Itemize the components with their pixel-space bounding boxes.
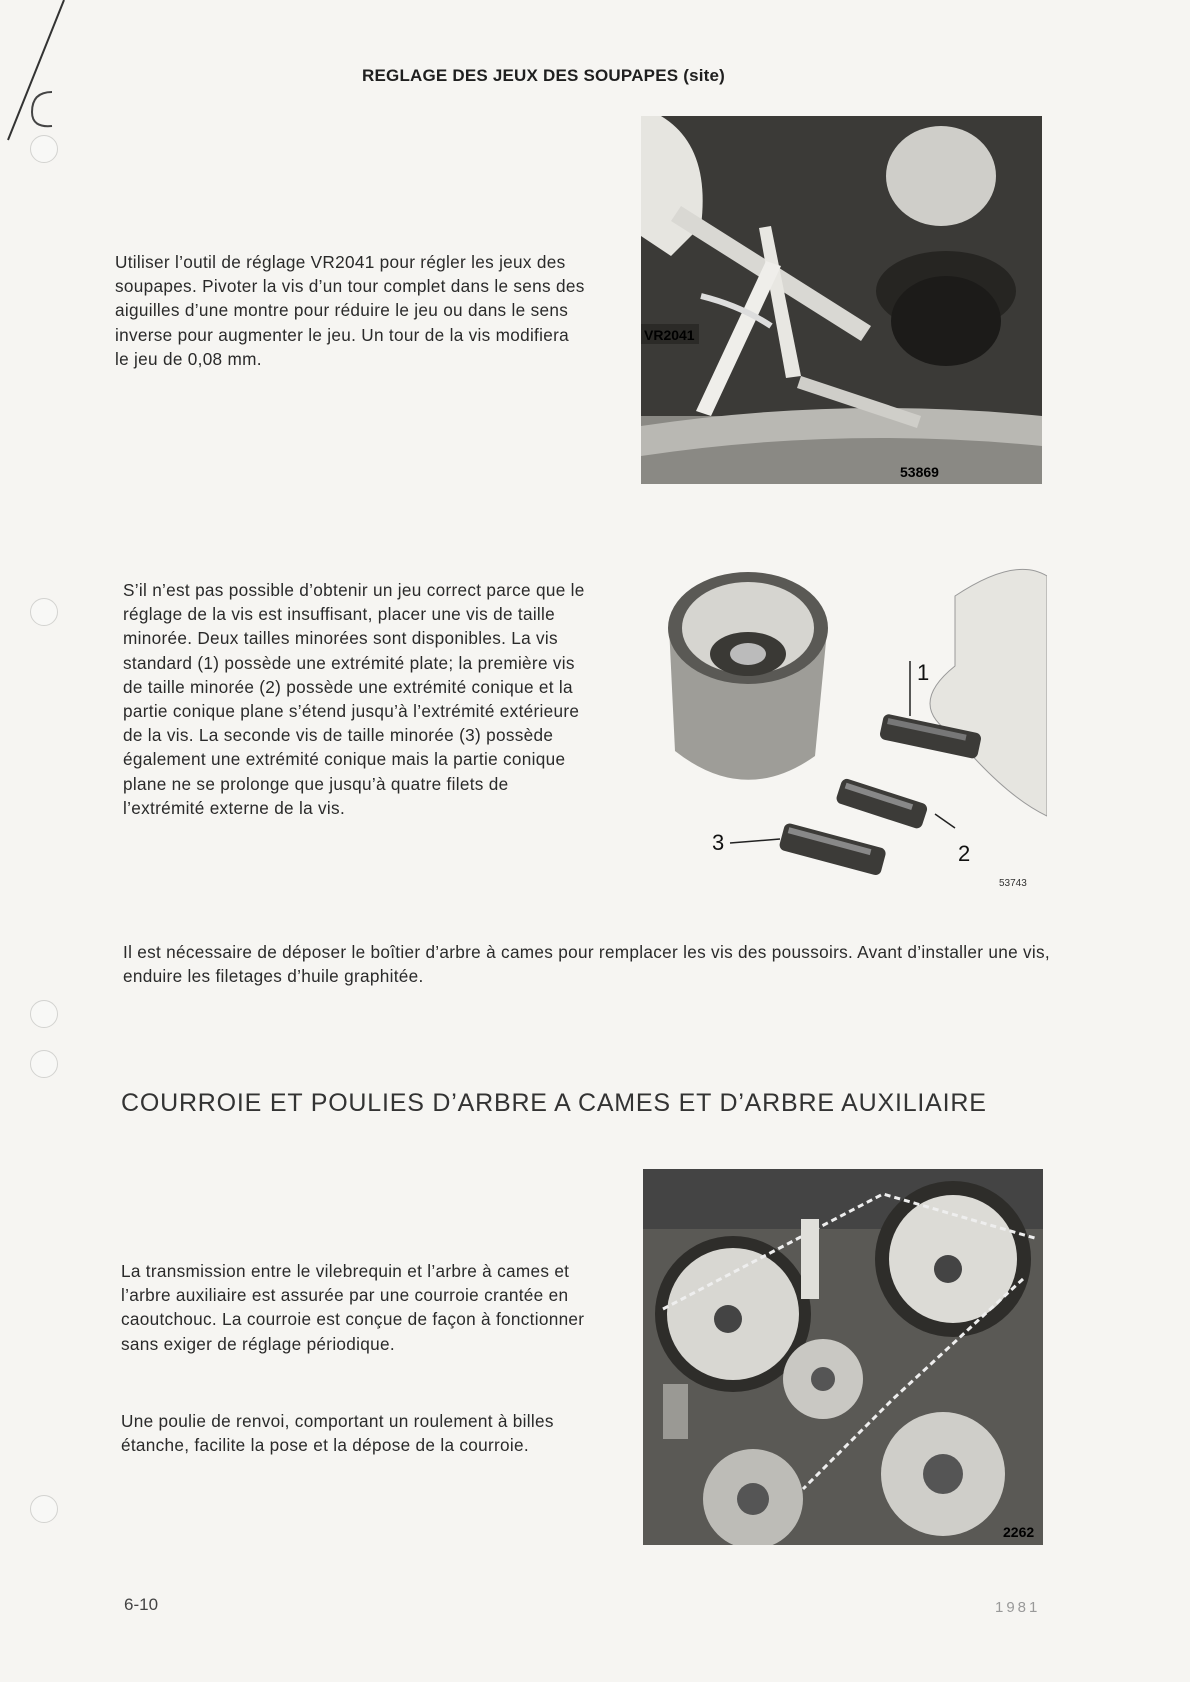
margin-stroke <box>0 0 70 150</box>
belt-drive-paragraph: La transmission entre le vilebrequin et l’arbre à cames et l’arbre auxiliaire est assurée par une courroie crantée en caoutchouc. La courroie est conçue de façon à fonctionner sans exiger de réglage périodique. <box>121 1261 585 1354</box>
page-number: 6-10 <box>124 1595 159 1614</box>
binder-hole <box>30 598 58 626</box>
section-heading-timing-belt: COURROIE ET POULIES D’ARBRE A CAMES ET D’ARBRE AUXILIAIRE <box>121 1089 987 1117</box>
idler-pulley-paragraph: Une poulie de renvoi, comportant un roulement à billes étanche, facilite la pose et la dépose de la courroie. <box>121 1411 554 1456</box>
figure-ref-2262: 2262 <box>1003 1524 1035 1540</box>
binder-hole <box>30 1495 58 1523</box>
figure-ref-53869: 53869 <box>900 464 939 480</box>
callout-1: 1 <box>917 660 930 685</box>
binder-hole <box>30 1000 58 1028</box>
tappet-screws-figure <box>655 556 1047 896</box>
callout-2: 2 <box>958 841 971 866</box>
figure-ref-53743: 53743 <box>999 878 1027 889</box>
adjusting-tool-photo <box>641 116 1042 484</box>
page-title: REGLAGE DES JEUX DES SOUPAPES (site) <box>362 66 726 85</box>
tool-label: VR2041 <box>644 327 695 343</box>
publication-year: 1981 <box>995 1599 1041 1616</box>
valve-adjust-paragraph: Utiliser l’outil de réglage VR2041 pour régler les jeux des soupapes. Pivoter la vis d’un tour complet dans le sens des aiguilles d’une montre pour réduire le jeu ou dans le sens inverse pour augmenter le jeu. Un tour de la vis modifiera le jeu de 0,08 mm. <box>115 252 585 369</box>
timing-belt-pulleys-photo <box>643 1169 1043 1545</box>
binder-hole <box>30 1050 58 1078</box>
undersize-screw-paragraph: S’il n’est pas possible d’obtenir un jeu correct parce que le réglage de la vis est insuffisant, placer une vis de taille minorée. Deux tailles minorées sont disponibles. La vis standard (1) possède une extrémité plate; la première vis de taille minorée (2) possède une extrémité conique et la partie conique plane s’étend jusqu’à l’extrémité extérieure de la vis. La seconde vis de taille minorée (3) possède également une extrémité conique mais la partie conique plane ne se prolonge que jusqu’à quatre filets de l’extrémité externe de la vis. <box>123 580 585 818</box>
screw-install-note: Il est nécessaire de déposer le boîtier d’arbre à cames pour remplacer les vis des poussoirs. Avant d’installer une vis, enduire les filetages d’huile graphitée. <box>123 942 1051 987</box>
callout-3: 3 <box>712 830 725 855</box>
